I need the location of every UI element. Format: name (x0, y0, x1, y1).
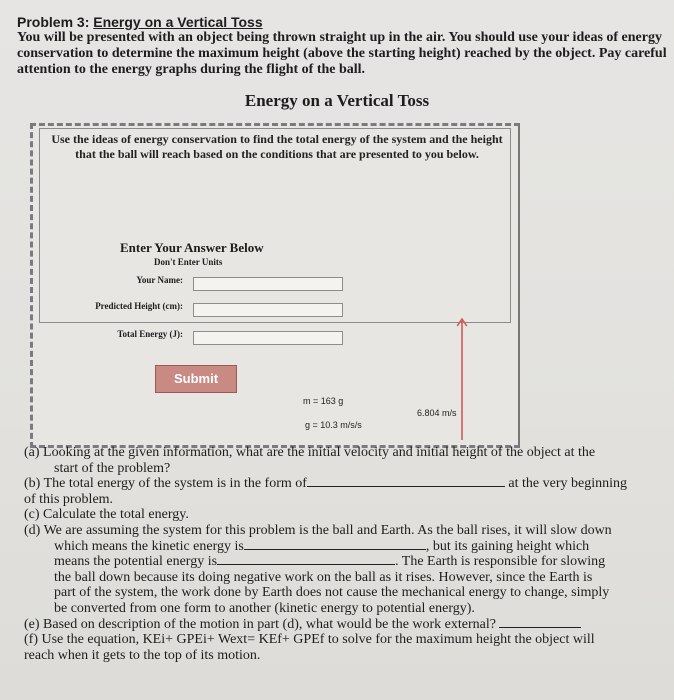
question-d-line5: part of the system, the work done by Earth does not cause the mechanical energy to change, simply (54, 585, 610, 601)
question-b (24, 476, 664, 492)
height-label: Predicted Height (cm): (95, 301, 183, 311)
question-d: (d) We are assuming the system for this problem is the ball and Earth. As the ball rises, it will slow down (24, 522, 612, 538)
gravity-readout: g = 10.3 m/s/s (305, 420, 362, 430)
name-input[interactable] (193, 277, 343, 291)
question-e-text: (e) Based on description of the motion in part (d), what would be the work external? (24, 616, 496, 632)
name-label: Your Name: (136, 275, 183, 285)
simulation-panel (30, 123, 520, 448)
question-f: (f) Use the equation, KEi+ GPEi+ Wext= KEf+ GPEf to solve for the maximum height the object will (24, 632, 595, 648)
answer-title: Enter Your Answer Below (120, 240, 264, 255)
blank-potential[interactable] (217, 564, 395, 565)
questions (24, 445, 664, 663)
problem-intro: You will be presented with an object being thrown straight up in the air. You should use your ideas of energy conservation to determine the maximum height (above the starting height) reached by the object. Pay careful attention to the energy graphs during the flight of the ball. (17, 30, 667, 77)
sim-instructions: Use the ideas of energy conservation to find the total energy of the system and the height that the ball will reach based on the conditions that are presented to you below. (51, 132, 503, 161)
sim-title: Energy on a Vertical Toss (244, 91, 430, 110)
question-d-text-2b: , but its gaining height which (425, 538, 590, 554)
question-b-text: (b) The total energy of the system is in the form of (24, 476, 307, 492)
velocity-arrow-icon (456, 318, 468, 440)
question-b-text-2: at the very beginning (508, 476, 627, 492)
problem-prefix: Problem 3: (17, 14, 94, 30)
energy-input[interactable] (193, 331, 343, 345)
blank-energy-form[interactable] (307, 486, 505, 487)
question-a: (a) Looking at the given information, what are the initial velocity and initial height of the object at the (24, 445, 596, 460)
problem-title: Energy on a Vertical Toss (93, 14, 263, 30)
blank-work-external[interactable] (499, 627, 581, 628)
height-input[interactable] (193, 303, 343, 317)
velocity-readout: 6.804 m/s (417, 408, 457, 418)
question-d-text-3b: . The Earth is responsible for slowing (395, 554, 606, 570)
question-d-line2 (24, 539, 664, 555)
problem-heading (17, 14, 263, 30)
blank-kinetic[interactable] (244, 549, 426, 550)
question-f-cont: reach when it gets to the top of its motion. (24, 647, 261, 663)
question-c: (c) Calculate the total energy. (24, 507, 189, 523)
question-d-text-2a: which means the kinetic energy is (54, 538, 244, 554)
answer-subtitle: Don't Enter Units (154, 257, 223, 267)
question-b-cont: of this problem. (24, 491, 114, 507)
mass-readout: m = 163 g (303, 396, 344, 406)
question-d-line4: the ball down because its doing negative work on the ball as it rises. However, since the Earth is (54, 569, 593, 585)
question-e (24, 617, 664, 633)
question-d-line6: be converted from one form to another (kinetic energy to potential energy). (54, 600, 475, 616)
question-a-cont: start of the problem? (54, 460, 171, 476)
submit-button[interactable]: Submit (155, 365, 237, 393)
question-d-line3 (24, 554, 664, 570)
energy-label: Total Energy (J): (117, 329, 183, 339)
question-d-text-3a: means the potential energy is (54, 554, 218, 570)
